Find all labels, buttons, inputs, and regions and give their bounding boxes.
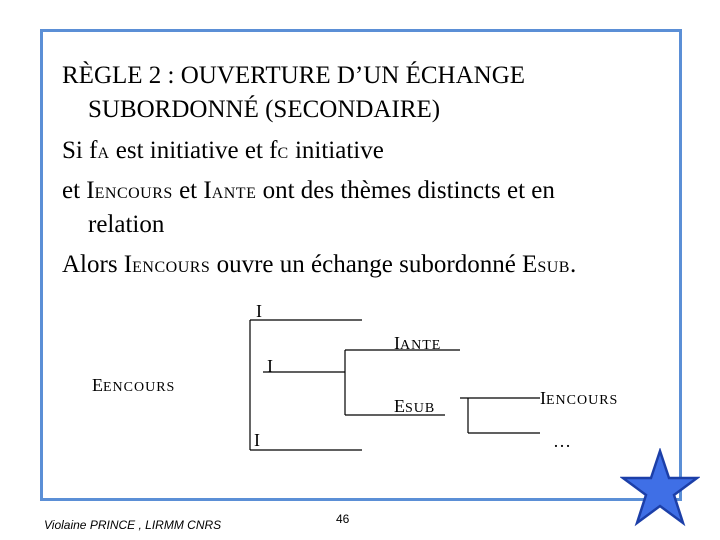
condition-2-continued: relation [88,211,165,238]
label-i-ante: IANTE [394,333,442,353]
label-e-encours: EENCOURS [92,375,176,395]
label-i-middle: I [267,356,273,376]
label-i-top: I [256,301,262,321]
label-i-bottom: I [254,430,260,450]
star-icon [620,448,700,528]
rule-title-line2: SUBORDONNÉ (SECONDAIRE) [88,96,441,123]
rule-title-line1: RÈGLE 2 : OUVERTURE D’UN ÉCHANGE [62,62,526,89]
label-i-encours: IENCOURS [540,388,619,408]
label-ellipsis: … [553,431,571,451]
condition-1: Si fA est initiative et fC initiative [62,137,384,164]
footer-author: Violaine PRINCE , LIRMM CNRS [44,518,222,532]
label-e-sub: ESUB [394,396,436,416]
page-number: 46 [336,512,350,526]
conclusion: Alors IENCOURS ouvre un échange subordonné ESUB. [62,251,577,278]
condition-2: et IENCOURS et IANTE ont des thèmes distincts et en [62,177,555,204]
